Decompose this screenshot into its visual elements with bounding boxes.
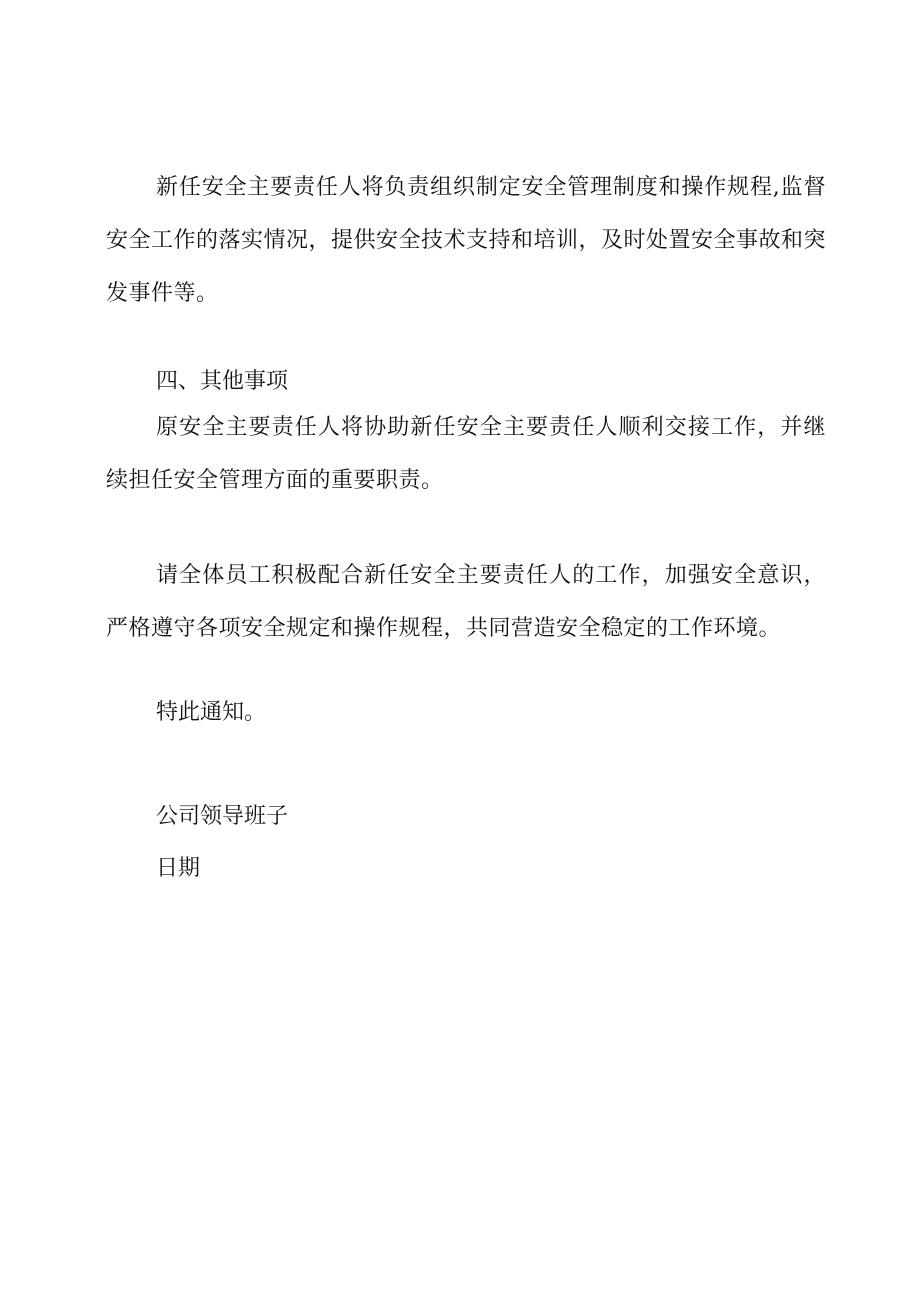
request-paragraph: 请全体员工积极配合新任安全主要责任人的工作，加强安全意识，严格遵守各项安全规定和操作规程，共同营造安全稳定的工作环境。 [106, 563, 826, 641]
duties-paragraph: 新任安全主要责任人将负责组织制定安全管理制度和操作规程,监督安全工作的落实情况，提供安全技术支持和培训，及时处置安全事故和突发事件等。 [106, 175, 827, 306]
closing-text: 特此通知。 [156, 700, 267, 725]
signature-date: 日期 [156, 856, 201, 881]
handover-paragraph: 原安全主要责任人将协助新任安全主要责任人顺利交接工作，并继续担任安全管理方面的重要职责。 [106, 415, 826, 493]
signature-organization: 公司领导班子 [156, 804, 289, 829]
section-heading-other-matters: 四、其他事项 [156, 369, 289, 394]
